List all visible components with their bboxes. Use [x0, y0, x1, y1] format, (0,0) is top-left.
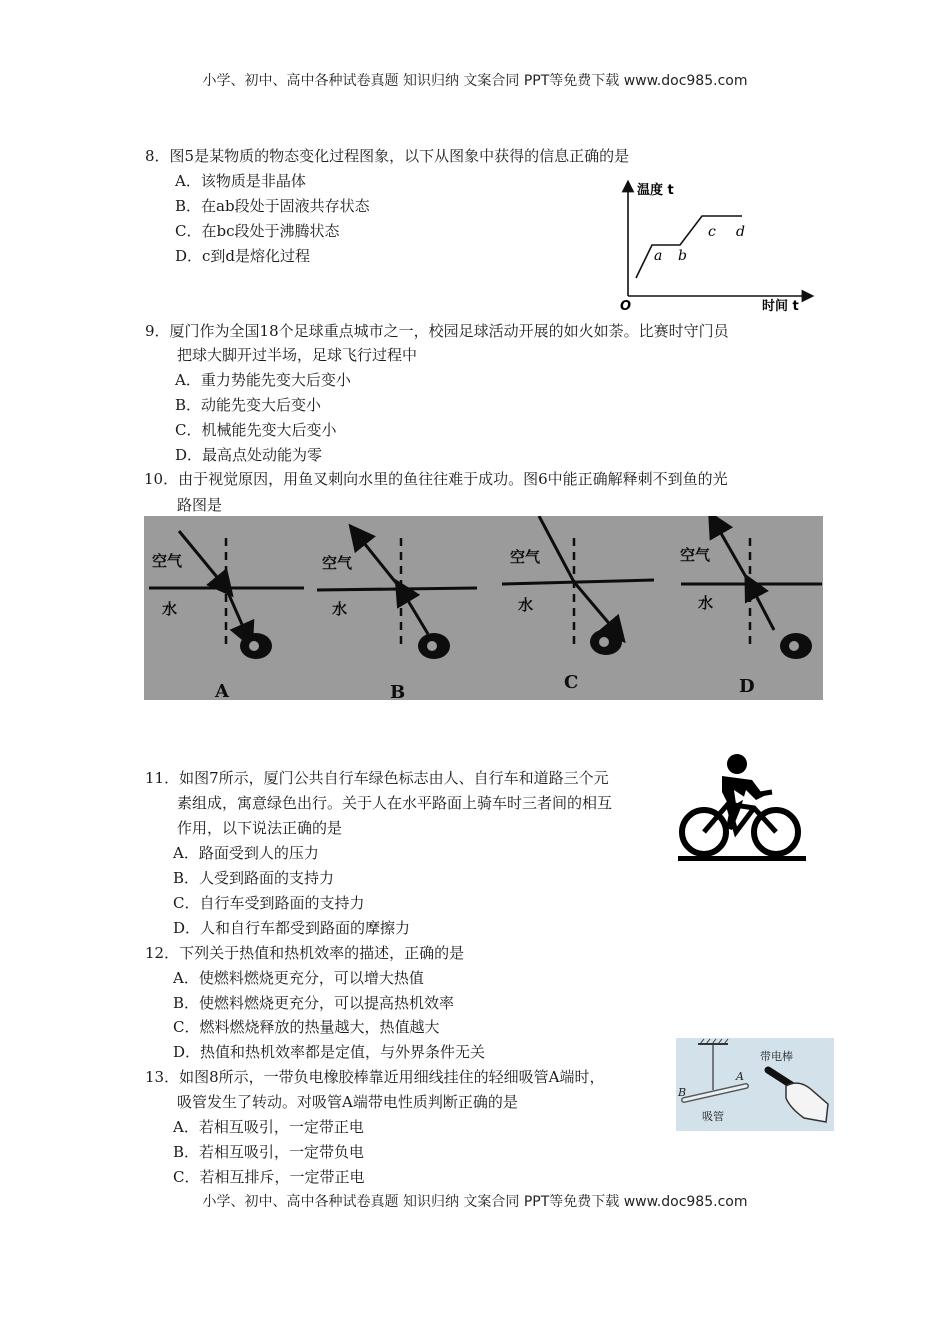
q13-stem-cont: 吸管发生了转动。对吸管A端带电性质判断正确的是	[177, 1093, 518, 1111]
q11-option-b: B．人受到路面的支持力	[173, 869, 335, 887]
end-b-label: B	[678, 1086, 687, 1099]
q13-option-a: A．若相互吸引，一定带正电	[173, 1118, 364, 1136]
panel-b-label: B	[390, 682, 406, 700]
panel-c-air-label: 空气	[510, 548, 541, 566]
q11-option-c: C．自行车受到路面的支持力	[173, 894, 365, 912]
q11-stem-cont1: 素组成，寓意绿色出行。关于人在水平路面上骑车时三者间的相互	[177, 794, 613, 812]
q11-stem: 11．如图7所示，厦门公共自行车绿色标志由人、自行车和道路三个元	[145, 769, 609, 787]
q9-stem: 9．厦门作为全国18个足球重点城市之一，校园足球活动开展的如火如荼。比赛时守门员	[145, 322, 729, 340]
panel-c-water-label: 水	[518, 596, 534, 614]
panel-b-incident-ray	[401, 589, 428, 634]
refraction-figure	[144, 516, 823, 700]
panel-a-refracted-ray	[226, 588, 248, 638]
q12-option-a: A．使燃料燃烧更充分，可以增大热值	[173, 969, 424, 987]
panel-d-incident-ray	[750, 584, 774, 630]
x-axis-label: 时间 t	[762, 299, 799, 313]
charged-rod-figure	[676, 1038, 834, 1131]
q9-option-d: D．最高点处动能为零	[175, 446, 323, 464]
rod-label: 带电棒	[760, 1050, 793, 1063]
panel-a-incident-ray	[179, 531, 226, 588]
panel-a-water-label: 水	[162, 600, 178, 618]
q8-option-b: B．在ab段处于固液共存状态	[175, 197, 370, 215]
q12-option-b: B．使燃料燃烧更充分，可以提高热机效率	[173, 994, 455, 1012]
panel-b-surface	[317, 588, 477, 590]
hand	[786, 1083, 828, 1122]
panel-d-label: D	[739, 676, 755, 697]
q10-stem: 10．由于视觉原因，用鱼叉刺向水里的鱼往往难于成功。图6中能正确解释刺不到鱼的光	[144, 470, 728, 488]
origin-label: O	[620, 299, 632, 313]
straw-label: 吸管	[702, 1110, 724, 1123]
q13-stem: 13．如图8所示，一带负电橡胶棒靠近用细线挂住的轻细吸管A端时，	[145, 1068, 605, 1086]
page-footer: 小学、初中、高中各种试卷真题 知识归纳 文案合同 PPT等免费下载 www.doc985.com	[202, 1194, 748, 1210]
q11-option-d: D．人和自行车都受到路面的摩擦力	[173, 919, 411, 937]
q11-stem-cont2: 作用，以下说法正确的是	[177, 819, 343, 837]
temperature-curve	[636, 216, 742, 278]
panel-b-air-label: 空气	[322, 554, 353, 572]
panel-d-air-label: 空气	[680, 546, 711, 564]
page-header: 小学、初中、高中各种试卷真题 知识归纳 文案合同 PPT等免费下载 www.doc985.com	[202, 73, 748, 89]
phase-change-graph	[612, 178, 822, 313]
q12-option-d: D．热值和热机效率都是定值，与外界条件无关	[173, 1043, 486, 1061]
q10-stem-cont: 路图是	[177, 496, 223, 514]
q11-option-a: A．路面受到人的压力	[173, 844, 319, 862]
panel-d-refracted-ray	[714, 521, 750, 584]
end-a-label: A	[736, 1070, 744, 1083]
q13-option-b: B．若相互吸引，一定带负电	[173, 1143, 365, 1161]
q9-option-c: C．机械能先变大后变小	[175, 421, 337, 439]
q12-stem: 12．下列关于热值和热机效率的描述，正确的是	[145, 944, 465, 962]
bike-logo	[676, 752, 810, 862]
point-a-label: a	[654, 248, 663, 264]
panel-b-refracted-ray	[356, 533, 401, 589]
q9-option-b: B．动能先变大后变小	[175, 396, 322, 414]
road-line	[678, 856, 806, 861]
refraction-diagrams	[144, 516, 823, 700]
q9-stem-cont: 把球大脚开过半场，足球飞行过程中	[177, 346, 418, 364]
y-axis-label: 温度 t	[637, 183, 674, 198]
panel-a-label: A	[215, 681, 229, 700]
panel-c-label: C	[564, 672, 579, 693]
q9-option-a: A．重力势能先变大后变小	[175, 371, 351, 389]
q8-stem: 8．图5是某物质的物态变化过程图象，以下从图象中获得的信息正确的是	[145, 147, 630, 165]
point-c-label: c	[708, 224, 716, 240]
q8-option-d: D．c到d是熔化过程	[175, 247, 311, 265]
q8-option-a: A．该物质是非晶体	[175, 172, 306, 190]
rider-head	[727, 754, 747, 774]
point-d-label: d	[736, 224, 745, 240]
q13-option-c: C．若相互排斥，一定带正电	[173, 1168, 365, 1186]
panel-c-refracted-ray	[574, 582, 618, 634]
panel-c-incident-ray	[539, 516, 574, 582]
point-b-label: b	[678, 248, 687, 264]
panel-a-air-label: 空气	[152, 552, 183, 570]
panel-c-surface	[502, 580, 654, 584]
q12-option-c: C．燃料燃烧释放的热量越大，热值越大	[173, 1018, 440, 1036]
panel-d-water-label: 水	[698, 594, 714, 612]
panel-b-water-label: 水	[332, 600, 348, 618]
q8-option-c: C．在bc段处于沸腾状态	[175, 222, 340, 240]
